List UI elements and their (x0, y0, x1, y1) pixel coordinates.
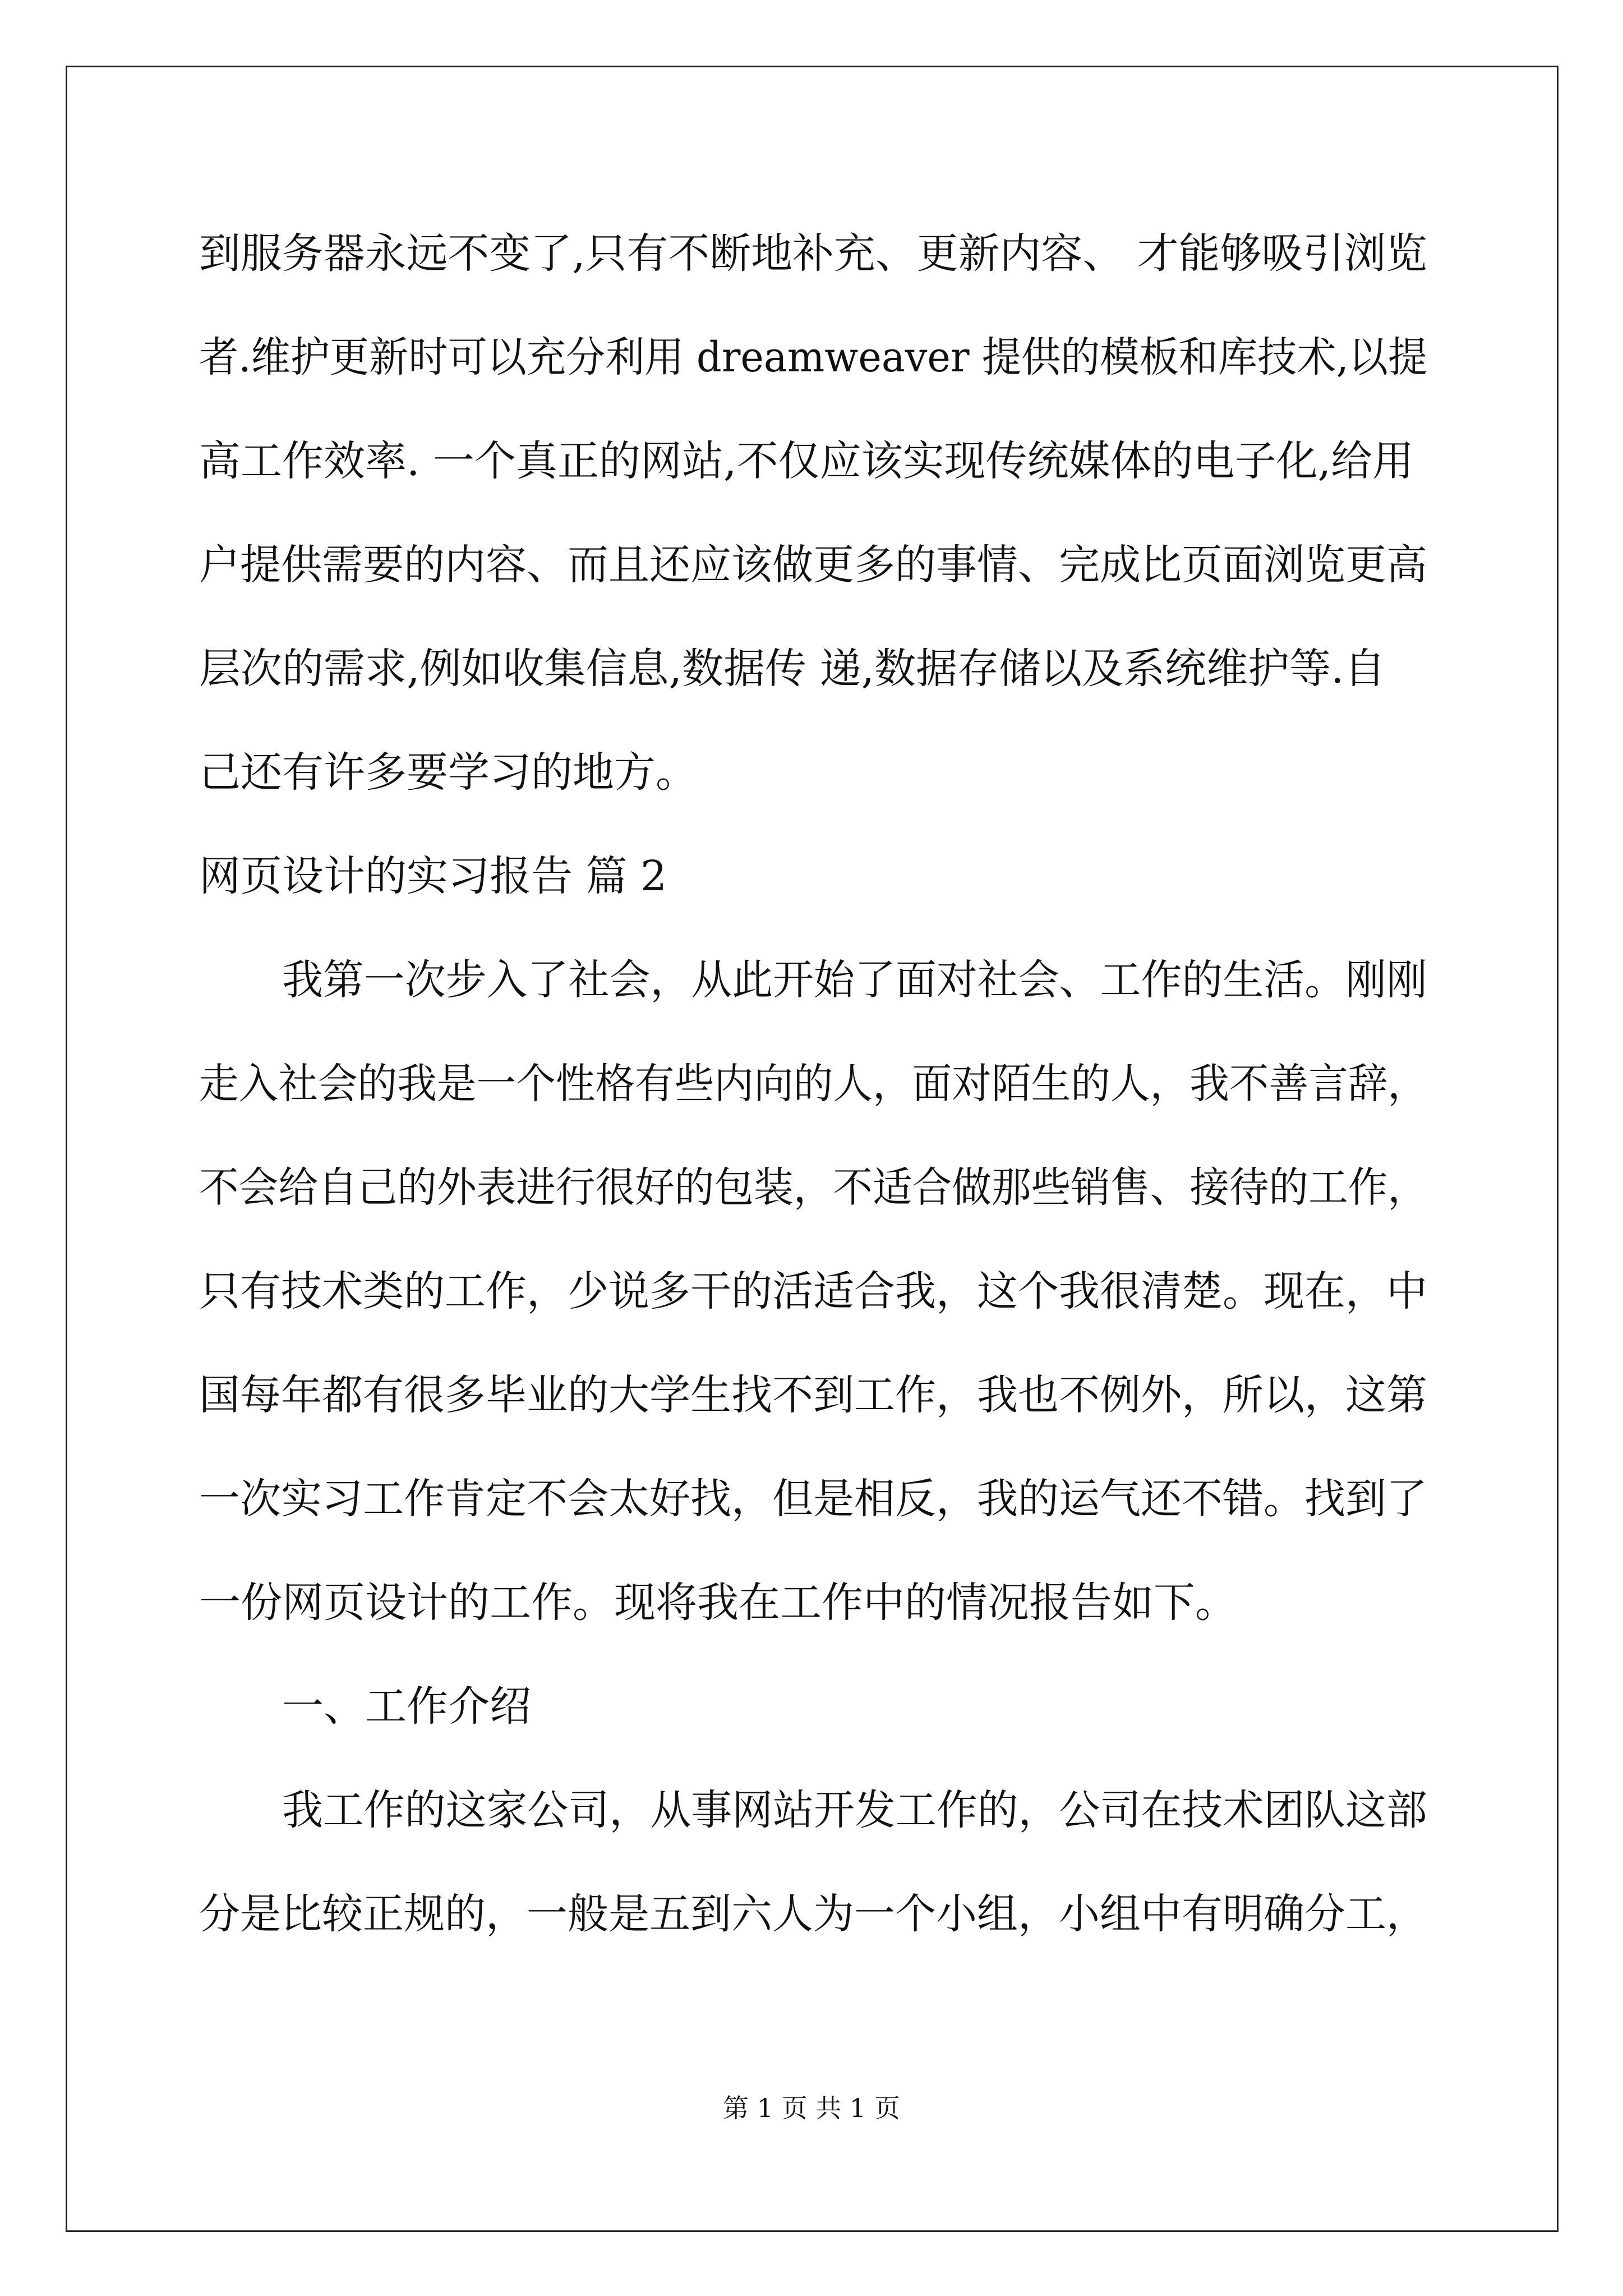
text-line: 我工作的这家公司，从事网站开发工作的，公司在技术团队这部 (282, 1786, 1427, 1834)
page-footer: 第 1 页 共 1 页 (723, 2093, 900, 2123)
text-line: 层次的需求,例如收集信息,数据传 递,数据存储以及系统维护等.自 (199, 645, 1386, 693)
text-line: 走入社会的我是一个性格有些内向的人，面对陌生的人，我不善言辞， (199, 1060, 1428, 1108)
text-line: 国每年都有很多毕业的大学生找不到工作，我也不例外，所以，这第 (199, 1371, 1428, 1419)
text-line: 到服务器永远不变了,只有不断地补充、更新内容、 才能够吸引浏览 (199, 229, 1427, 278)
text-line: 者.维护更新时可以充分利用 dreamweaver 提供的模板和库技术,以提 (199, 333, 1428, 381)
section-heading: 网页设计的实习报告 篇 2 (199, 852, 667, 900)
text-line: 一次实习工作肯定不会太好找，但是相反，我的运气还不错。找到了 (199, 1475, 1428, 1523)
text-line: 己还有许多要学习的地方。 (199, 748, 697, 797)
text-line: 户提供需要的内容、而且还应该做更多的事情、完成比页面浏览更高 (199, 541, 1428, 589)
text-line: 只有技术类的工作，少说多干的活适合我，这个我很清楚。现在，中 (199, 1267, 1428, 1315)
text-line: 不会给自己的外表进行很好的包装，不适合做那些销售、接待的工作， (199, 1163, 1428, 1212)
subsection-heading: 一、工作介绍 (282, 1682, 531, 1731)
text-line: 我第一次步入了社会，从此开始了面对社会、工作的生活。刚刚 (282, 956, 1427, 1004)
text-line: 一份网页设计的工作。现将我在工作中的情况报告如下。 (199, 1579, 1237, 1627)
text-line: 分是比较正规的，一般是五到六人为一个小组，小组中有明确分工， (199, 1890, 1428, 1938)
text-line: 高工作效率. 一个真正的网站,不仅应该实现传统媒体的电子化,给用 (199, 437, 1414, 485)
